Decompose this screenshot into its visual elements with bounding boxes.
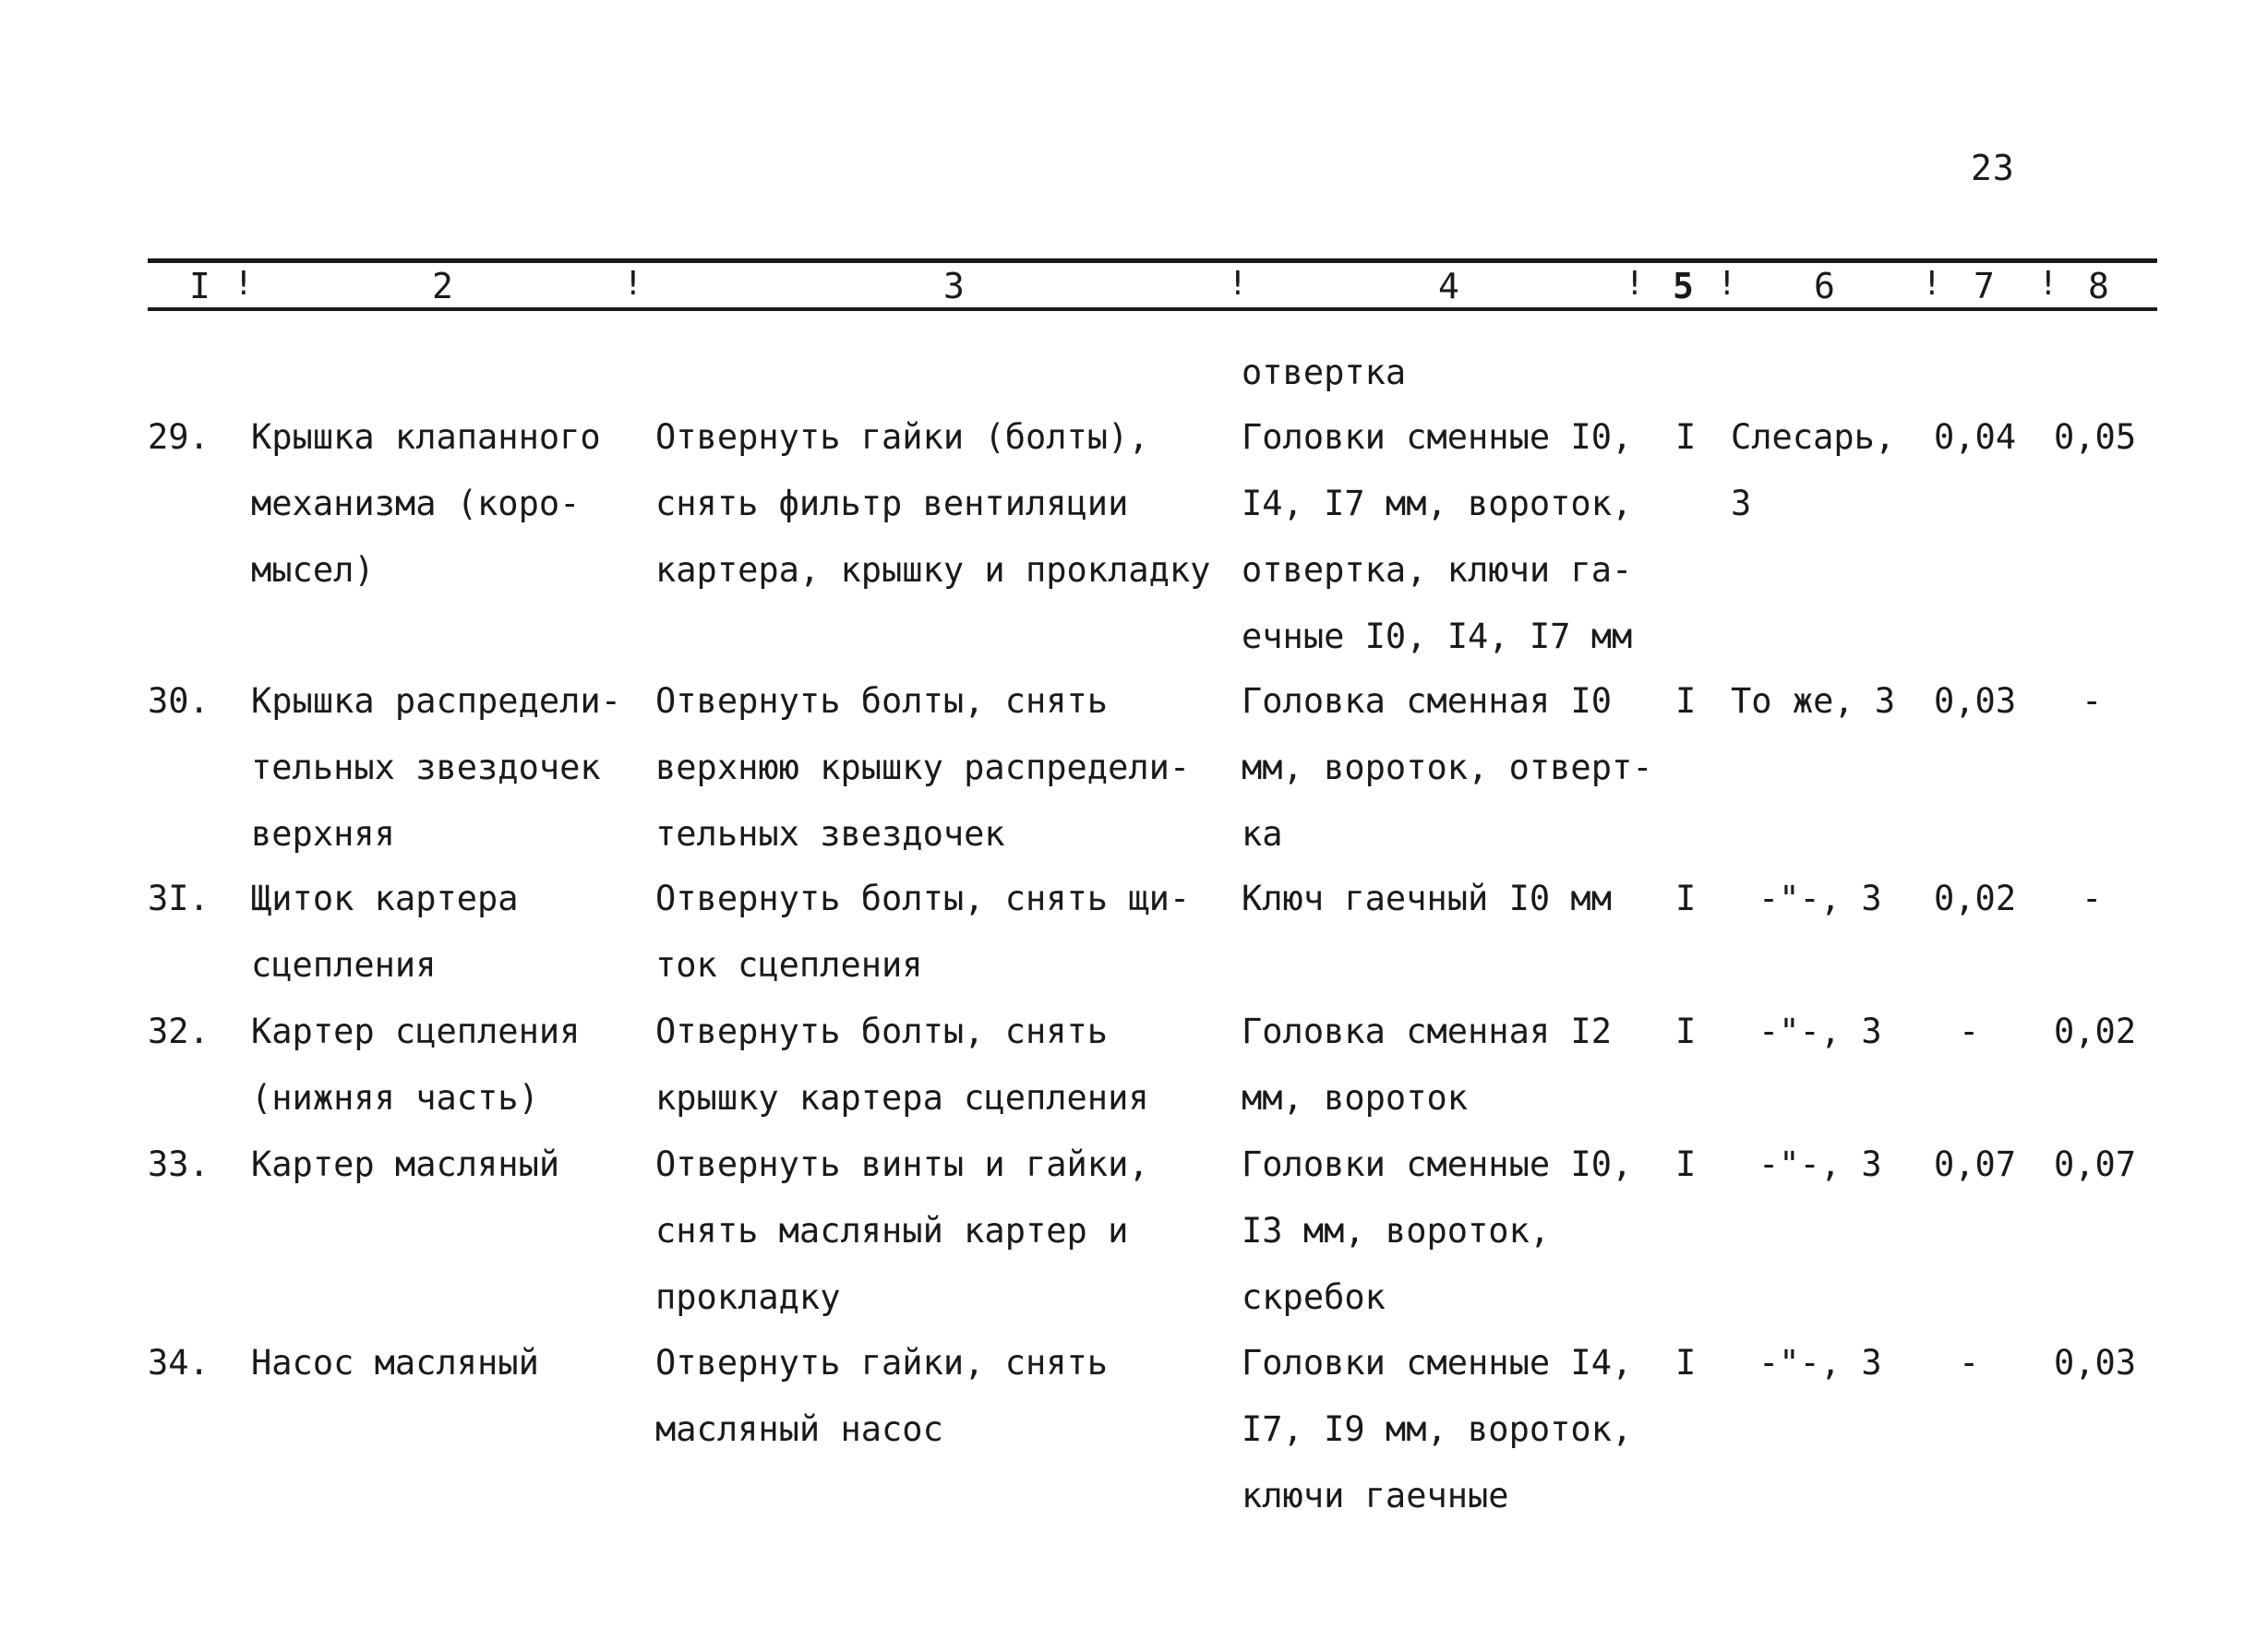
tools-line: скребок xyxy=(1242,1277,1386,1317)
row-number: 34. xyxy=(148,1343,210,1383)
row-number: 32. xyxy=(148,1012,210,1051)
time-7-cell: 0,04 xyxy=(1934,417,2017,457)
operation-line: снять масляный картер и xyxy=(655,1211,1129,1251)
part-line: мысел) xyxy=(251,550,375,590)
row-number: 30. xyxy=(148,681,210,721)
header-col-6: 6 xyxy=(1814,266,1835,306)
operation-line: крышку картера сцепления xyxy=(655,1078,1149,1118)
operation-line: Отвернуть болты, снять xyxy=(655,1012,1109,1051)
part-line: Картер сцепления xyxy=(251,1012,581,1051)
time-8-cell: 0,03 xyxy=(2054,1343,2137,1383)
page-number: 23 xyxy=(1971,148,2015,188)
operation-line: Отвернуть винты и гайки, xyxy=(655,1144,1149,1184)
quantity-cell: I xyxy=(1675,417,1697,457)
time-8-cell: - xyxy=(2082,681,2103,721)
header-separator: ! xyxy=(1625,265,1645,303)
worker-line: -"-, 3 xyxy=(1758,1144,1882,1184)
part-line: верхняя xyxy=(251,814,395,854)
header-col-3: 3 xyxy=(943,266,965,306)
time-7-cell: - xyxy=(1959,1343,1980,1383)
part-line: механизма (коро- xyxy=(251,484,581,523)
operation-line: снять фильтр вентиляции xyxy=(655,484,1129,523)
worker-line: -"-, 3 xyxy=(1758,1012,1882,1051)
header-separator: ! xyxy=(2038,265,2058,303)
header-col-2: 2 xyxy=(432,266,453,306)
header-separator: ! xyxy=(234,265,254,303)
time-8-cell: 0,07 xyxy=(2054,1144,2137,1184)
header-separator: ! xyxy=(1717,265,1737,303)
tools-line: отвертка, ключи га- xyxy=(1242,550,1633,590)
tools-line: Ключ гаечный I0 мм xyxy=(1242,879,1612,918)
header-separator: ! xyxy=(623,265,643,303)
quantity-cell: I xyxy=(1675,681,1697,721)
operation-line: масляный насос xyxy=(655,1409,943,1449)
tools-line: мм, вороток, отверт- xyxy=(1242,748,1653,787)
header-separator: ! xyxy=(1228,265,1248,303)
part-line: Картер масляный xyxy=(251,1144,560,1184)
tools-line: Головки сменные I0, xyxy=(1242,1144,1633,1184)
operation-line: Отвернуть болты, снять xyxy=(655,681,1109,721)
tools-line: I4, I7 мм, вороток, xyxy=(1242,484,1633,523)
tools-line: отвертка xyxy=(1242,353,1407,392)
part-line: (нижняя часть) xyxy=(251,1078,539,1118)
header-bottom-rule xyxy=(148,307,2157,311)
part-line: Крышка клапанного xyxy=(251,417,601,457)
time-7-cell: 0,03 xyxy=(1934,681,2017,721)
time-8-cell: 0,02 xyxy=(2054,1012,2137,1051)
part-line: Щиток картера xyxy=(251,879,519,918)
operation-line: Отвернуть болты, снять щи- xyxy=(655,879,1191,918)
operation-line: верхнюю крышку распредели- xyxy=(655,748,1191,787)
tools-line: I3 мм, вороток, xyxy=(1242,1211,1551,1251)
quantity-cell: I xyxy=(1675,1012,1697,1051)
part-line: сцепления xyxy=(251,945,437,985)
tools-line: ключи гаечные xyxy=(1242,1476,1509,1515)
worker-line: Слесарь, xyxy=(1731,417,1896,457)
operation-line: ток сцепления xyxy=(655,945,923,985)
tools-line: I7, I9 мм, вороток, xyxy=(1242,1409,1633,1449)
worker-line: -"-, 3 xyxy=(1758,879,1882,918)
worker-line: То же, 3 xyxy=(1731,681,1896,721)
part-line: Крышка распредели- xyxy=(251,681,621,721)
operation-line: Отвернуть гайки (болты), xyxy=(655,417,1149,457)
header-col-4: 4 xyxy=(1438,266,1459,306)
time-8-cell: 0,05 xyxy=(2054,417,2137,457)
quantity-cell: I xyxy=(1675,1144,1697,1184)
tools-line: ечные I0, I4, I7 мм xyxy=(1242,617,1633,656)
row-number: 29. xyxy=(148,417,210,457)
time-7-cell: - xyxy=(1959,1012,1980,1051)
tools-line: Головки сменные I4, xyxy=(1242,1343,1633,1383)
tools-line: Головка сменная I2 xyxy=(1242,1012,1612,1051)
operation-line: прокладку xyxy=(655,1277,841,1317)
header-col-5: 5 xyxy=(1673,266,1694,306)
row-number: 3I. xyxy=(148,879,210,918)
header-col-8: 8 xyxy=(2088,266,2109,306)
operation-line: Отвернуть гайки, снять xyxy=(655,1343,1109,1383)
tools-line: ка xyxy=(1242,814,1283,854)
header-top-rule xyxy=(148,258,2157,263)
header-separator: ! xyxy=(1922,265,1942,303)
part-line: Насос масляный xyxy=(251,1343,539,1383)
tools-line: Головка сменная I0 xyxy=(1242,681,1612,721)
operation-line: картера, крышку и прокладку xyxy=(655,550,1211,590)
time-7-cell: 0,07 xyxy=(1934,1144,2017,1184)
row-number: 33. xyxy=(148,1144,210,1184)
worker-line: -"-, 3 xyxy=(1758,1343,1882,1383)
operation-line: тельных звездочек xyxy=(655,814,1005,854)
header-col-1: I xyxy=(189,266,210,306)
part-line: тельных звездочек xyxy=(251,748,601,787)
tools-line: Головки сменные I0, xyxy=(1242,417,1633,457)
time-8-cell: - xyxy=(2082,879,2103,918)
header-col-7: 7 xyxy=(1974,266,1995,306)
quantity-cell: I xyxy=(1675,879,1697,918)
worker-line: 3 xyxy=(1731,484,1752,523)
tools-line: мм, вороток xyxy=(1242,1078,1469,1118)
time-7-cell: 0,02 xyxy=(1934,879,2017,918)
quantity-cell: I xyxy=(1675,1343,1697,1383)
